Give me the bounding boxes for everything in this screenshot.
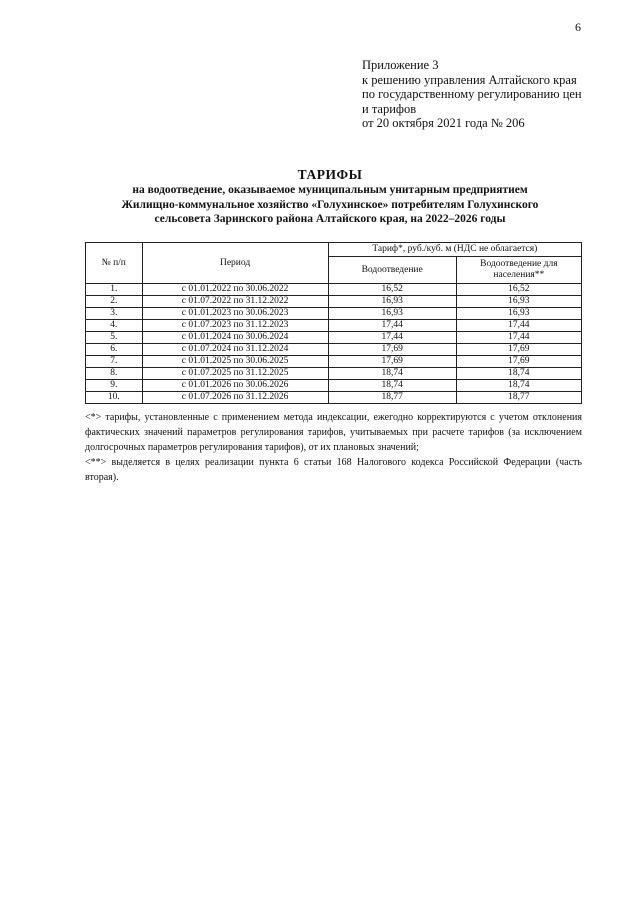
cell-wastewater: 17,69 bbox=[328, 356, 456, 368]
table-row bbox=[86, 380, 582, 392]
cell-wastewater: 16,52 bbox=[328, 284, 456, 296]
cell-wastewater-population: 18,77 bbox=[456, 392, 581, 404]
table-row bbox=[86, 296, 582, 308]
cell-period: с 01.01.2026 по 30.06.2026 bbox=[142, 380, 328, 392]
cell-num: 10. bbox=[86, 392, 143, 404]
footnotes bbox=[85, 410, 582, 485]
cell-wastewater: 17,69 bbox=[328, 344, 456, 356]
tariff-table bbox=[85, 242, 582, 404]
cell-num: 6. bbox=[86, 344, 143, 356]
header-period: Период bbox=[142, 243, 328, 284]
footnote-1: <*> тарифы, установленные с применением метода индексации, ежегодно корректируются с учетом отклонения фактических значений параметров регулирования тарифов, учитываемых при расчете тарифов (за исключением долгосрочных параметров регулирования тарифов), от их плановых значений; bbox=[85, 412, 582, 453]
appendix-reference bbox=[362, 58, 582, 131]
cell-period: с 01.01.2025 по 30.06.2025 bbox=[142, 356, 328, 368]
cell-wastewater: 16,93 bbox=[328, 296, 456, 308]
table-row bbox=[86, 392, 582, 404]
table-row bbox=[86, 320, 582, 332]
cell-num: 7. bbox=[86, 356, 143, 368]
cell-period: с 01.07.2025 по 31.12.2025 bbox=[142, 368, 328, 380]
footnote-2: <**> выделяется в целях реализации пункта 6 статьи 168 Налогового кодекса Российской Федерации (часть вторая). bbox=[85, 457, 582, 483]
cell-wastewater: 17,44 bbox=[328, 332, 456, 344]
table-row bbox=[86, 284, 582, 296]
table-row bbox=[86, 356, 582, 368]
cell-period: с 01.01.2022 по 30.06.2022 bbox=[142, 284, 328, 296]
table-row bbox=[86, 308, 582, 320]
tariff-table-body bbox=[86, 284, 582, 404]
cell-wastewater: 18,74 bbox=[328, 368, 456, 380]
cell-wastewater-population: 18,74 bbox=[456, 368, 581, 380]
appendix-line: по государственному регулированию цен bbox=[362, 87, 582, 101]
cell-num: 5. bbox=[86, 332, 143, 344]
header-tariff: Тариф*, руб./куб. м (НДС не облагается) bbox=[328, 243, 581, 257]
cell-period: с 01.07.2022 по 31.12.2022 bbox=[142, 296, 328, 308]
page-number: 6 bbox=[575, 20, 581, 34]
cell-wastewater-population: 17,69 bbox=[456, 356, 581, 368]
header-wastewater: Водоотведение bbox=[328, 257, 456, 284]
table-row bbox=[86, 344, 582, 356]
cell-wastewater-population: 17,69 bbox=[456, 344, 581, 356]
cell-period: с 01.07.2024 по 31.12.2024 bbox=[142, 344, 328, 356]
appendix-line: и тарифов bbox=[362, 101, 417, 116]
cell-num: 8. bbox=[86, 368, 143, 380]
cell-wastewater-population: 16,93 bbox=[456, 308, 581, 320]
cell-wastewater-population: 17,44 bbox=[456, 332, 581, 344]
cell-period: с 01.01.2024 по 30.06.2024 bbox=[142, 332, 328, 344]
title-line: сельсовета Заринского района Алтайского края, на 2022–2026 годы bbox=[154, 213, 506, 225]
table-row bbox=[86, 368, 582, 380]
cell-num: 9. bbox=[86, 380, 143, 392]
cell-num: 2. bbox=[86, 296, 143, 308]
title-line: на водоотведение, оказываемое муниципальным унитарным предприятием bbox=[132, 184, 528, 196]
appendix-line: к решению управления Алтайского края bbox=[362, 72, 577, 87]
cell-wastewater-population: 16,93 bbox=[456, 296, 581, 308]
cell-wastewater: 16,93 bbox=[328, 308, 456, 320]
header-num: № п/п bbox=[86, 243, 143, 284]
table-row bbox=[86, 332, 582, 344]
cell-wastewater: 18,77 bbox=[328, 392, 456, 404]
cell-period: с 01.01.2023 по 30.06.2023 bbox=[142, 308, 328, 320]
cell-num: 1. bbox=[86, 284, 143, 296]
cell-wastewater: 18,74 bbox=[328, 380, 456, 392]
cell-num: 3. bbox=[86, 308, 143, 320]
cell-num: 4. bbox=[86, 320, 143, 332]
cell-period: с 01.07.2026 по 31.12.2026 bbox=[142, 392, 328, 404]
appendix-line: от 20 октября 2021 года № 206 bbox=[362, 116, 525, 130]
cell-wastewater-population: 17,44 bbox=[456, 320, 581, 332]
title-main: ТАРИФЫ bbox=[297, 167, 363, 182]
title-line: Жилищно-коммунальное хозяйство «Голухинское» потребителям Голухинского bbox=[121, 198, 539, 211]
cell-wastewater-population: 16,52 bbox=[456, 284, 581, 296]
header-wastewater-population: Водоотведение для населения** bbox=[456, 257, 581, 284]
document-title bbox=[80, 167, 580, 227]
appendix-line: Приложение 3 bbox=[362, 58, 439, 72]
cell-wastewater: 17,44 bbox=[328, 320, 456, 332]
cell-period: с 01.07.2023 по 31.12.2023 bbox=[142, 320, 328, 332]
cell-wastewater-population: 18,74 bbox=[456, 380, 581, 392]
